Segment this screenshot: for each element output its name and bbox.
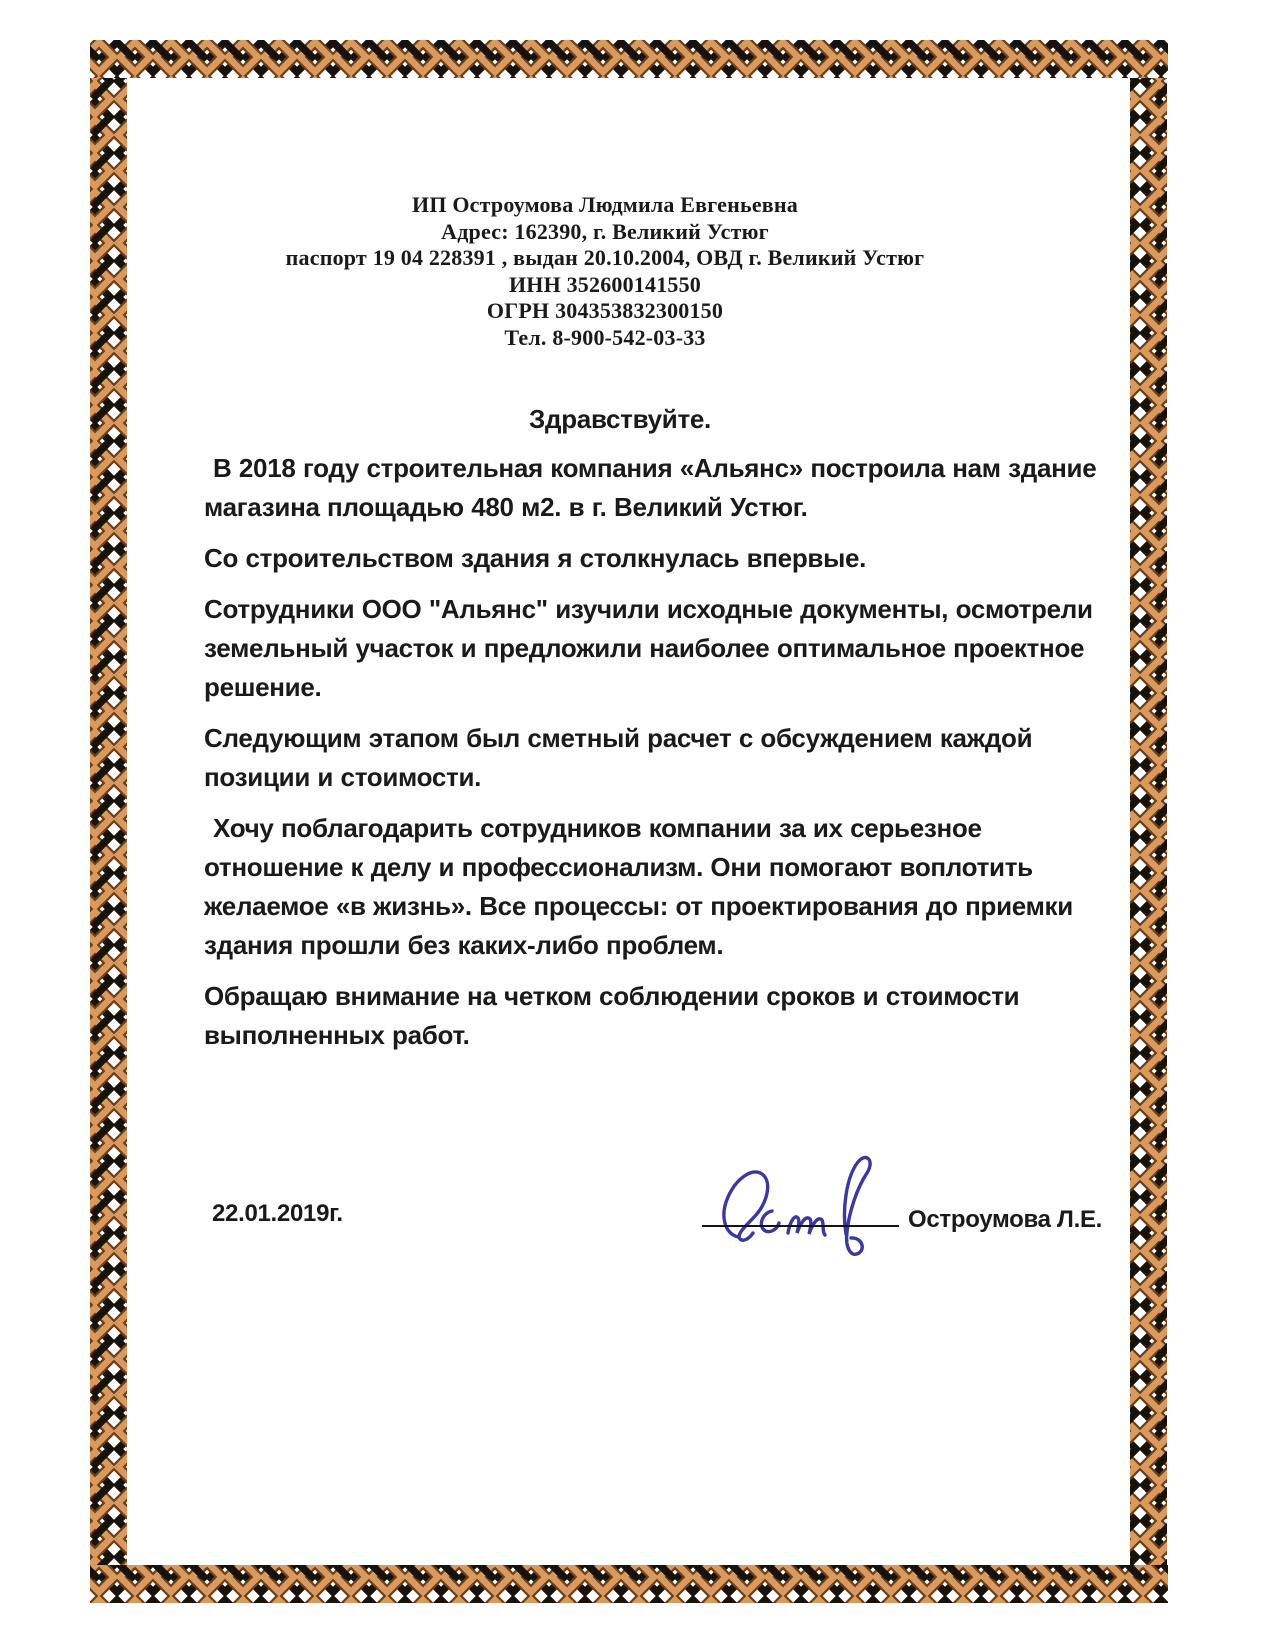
letterhead-line-company: ИП Остроумова Людмила Евгеньевна: [412, 192, 798, 217]
letter-body: [204, 449, 1128, 1067]
greeting: Здравствуйте.: [529, 404, 711, 434]
signature-line: [702, 1225, 899, 1227]
letterhead-line-address: Адрес: 162390, г. Великий Устюг: [441, 218, 769, 244]
letterhead-line-phone: Тел. 8-900-542-03-33: [504, 324, 706, 350]
signatory-name: Остроумова Л.Е.: [908, 1206, 1103, 1233]
paragraph: Хочу поблагодарить сотрудников компании за их серьезное отношение к делу и профессионализм. Они помогают воплотить желаемое «в жизнь». Все процессы: от проектирования до приемки здания прошли без каких-либо проблем.: [204, 813, 1073, 960]
letterhead-line-ogrn: ОГРН 304353832300150: [486, 298, 724, 323]
letterhead: [185, 192, 1025, 351]
paragraph: Сотрудники ООО "Альянс" изучили исходные документы, осмотрели земельный участок и предложили наиболее оптимальное проектное решение.: [204, 594, 1093, 702]
letterhead-line-inn: ИНН 352600141550: [508, 271, 702, 297]
paragraph: Следующим этапом был сметный расчет с обсуждением каждой позиции и стоимости.: [204, 723, 1033, 792]
paragraph: Со строительством здания я столкнулась впервые.: [204, 543, 867, 573]
letterhead-line-passport: паспорт 19 04 228391 , выдан 20.10.2004, ОВД г. Великий Устюг: [285, 245, 925, 270]
paragraph: Обращаю внимание на четком соблюдении сроков и стоимости выполненных работ.: [204, 981, 1020, 1050]
signature-ink: [700, 1140, 900, 1262]
letter-date: 22.01.2019г.: [212, 1200, 343, 1227]
paragraph: В 2018 году строительная компания «Альянс» построила нам здание магазина площадью 480 м2. в г. Великий Устюг.: [204, 453, 1097, 522]
